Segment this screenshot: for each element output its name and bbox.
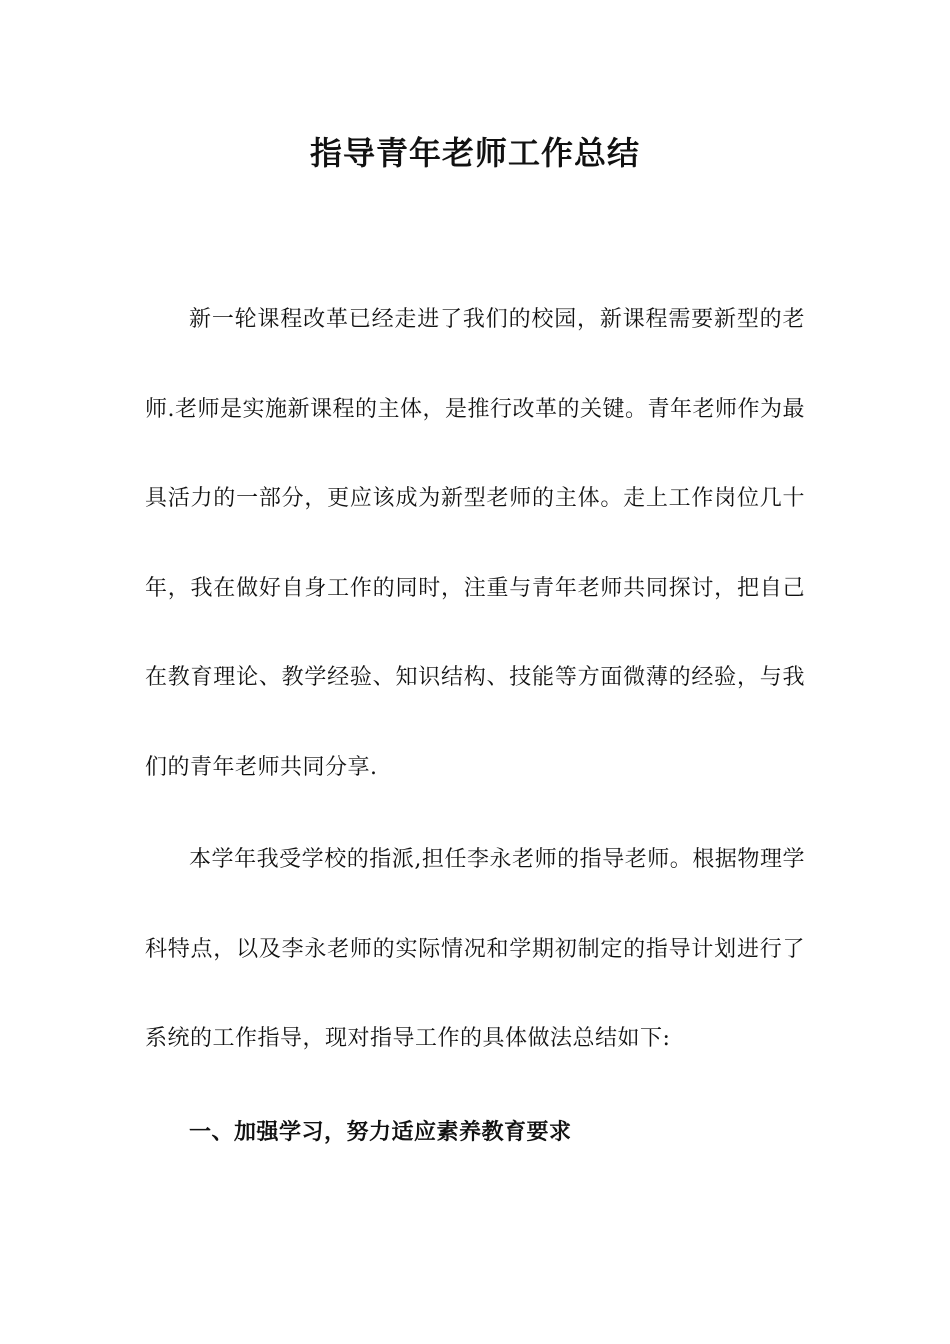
paragraph-assignment: 本学年我受学校的指派,担任李永老师的指导老师。根据物理学科特点，以及李永老师的实际情况和学期初制定的指导计划进行了系统的工作指导，现对指导工作的具体做法总结如下:: [145, 847, 805, 1051]
paragraph-intro: 新一轮课程改革已经走进了我们的校园，新课程需要新型的老师.老师是实施新课程的主体，是推行改革的关键。青年老师作为最具活力的一部分，更应该成为新型老师的主体。走上工作岗位几十年，我在做好自身工作的同时，注重与青年老师共同探讨，把自己在教育理论、教学经验、知识结构、技能等方面微薄的经验，与我们的青年老师共同分享.: [145, 307, 805, 780]
document-title: 指导青年老师工作总结: [309, 134, 640, 172]
section-heading: 一、加强学习，努力适应素养教育要求: [189, 1119, 572, 1145]
